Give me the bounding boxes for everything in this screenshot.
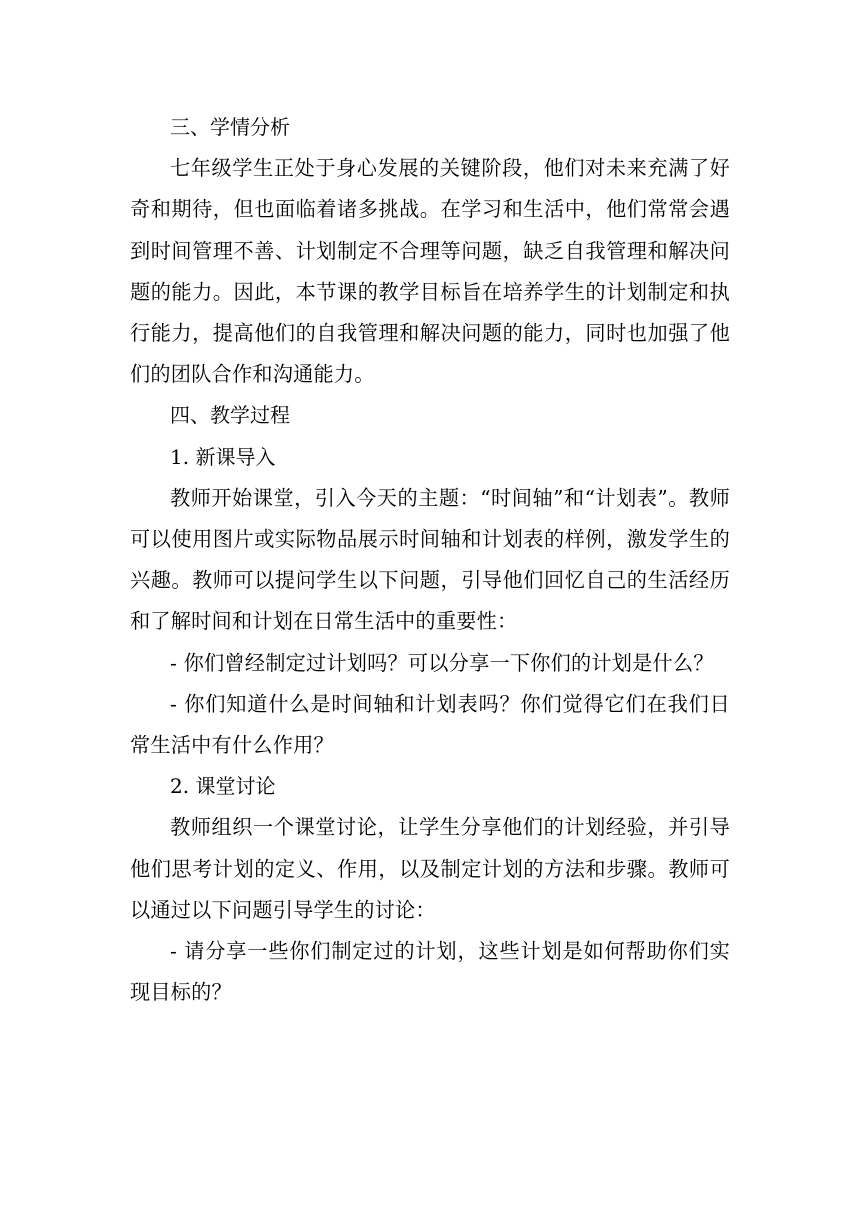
subheading-class-discussion: 2. 课堂讨论 — [170, 774, 276, 799]
intro-question-2: - 你们知道什么是时间轴和计划表吗？你们觉得它们在我们日常生活中有什么作用？ — [130, 691, 730, 758]
new-lesson-intro-paragraph: 教师开始课堂，引入今天的主题：“时间轴”和“计划表”。教师可以使用图片或实际物品展示时间轴和计划表的样例，激发学生的兴趣。教师可以提问学生以下问题，引导他们回忆自己的生活经历和了解时间和计划在日常生活中的重要性： — [130, 485, 730, 634]
subheading-new-lesson-intro: 1. 新课导入 — [170, 444, 276, 469]
document-page — [130, 107, 730, 1013]
class-discussion-paragraph: 教师组织一个课堂讨论，让学生分享他们的计划经验，并引导他们思考计划的定义、作用，以及制定计划的方法和步骤。教师可以通过以下问题引导学生的讨论： — [130, 815, 730, 922]
discussion-question-1: - 请分享一些你们制定过的计划，这些计划是如何帮助你们实现目标的？ — [130, 939, 730, 1005]
section-heading-learning-analysis: 三、学情分析 — [170, 115, 290, 139]
learning-analysis-paragraph: 七年级学生正处于身心发展的关键阶段，他们对未来充满了好奇和期待，但也面临着诸多挑战。在学习和生活中，他们常常会遇到时间管理不善、计划制定不合理等问题，缺乏自我管理和解决问题的能力。因此，本节课的教学目标旨在培养学生的计划制定和执行能力，提高他们的自我管理和解决问题的能力，同时也加强了他们的团队合作和沟通能力。 — [130, 156, 730, 387]
section-heading-teaching-process: 四、教学过程 — [170, 403, 290, 428]
intro-question-1: - 你们曾经制定过计划吗？可以分享一下你们的计划是什么？ — [170, 650, 714, 675]
